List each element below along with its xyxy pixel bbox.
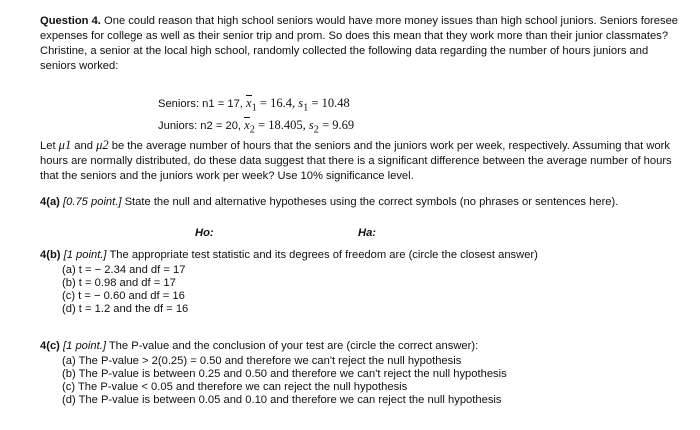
seniors-label: Seniors: n1 = bbox=[158, 98, 225, 110]
option-item[interactable]: (d) t = 1.2 and the df = 16 bbox=[62, 303, 189, 315]
juniors-n: 20, bbox=[225, 120, 242, 132]
s-symbol: s bbox=[298, 96, 304, 110]
part-c-label: 4(c) bbox=[40, 340, 60, 352]
question-intro bbox=[40, 14, 680, 74]
hypotheses-row bbox=[40, 226, 680, 242]
part-a bbox=[40, 195, 680, 210]
juniors-sd-value: = 9.69 bbox=[318, 118, 355, 132]
part-c bbox=[40, 339, 680, 354]
part-c-text: The P-value and the conclusion of your test are (circle the correct answer): bbox=[105, 340, 479, 352]
question-intro-text: One could reason that high school seniors would have more money issues than high school juniors. Seniors foresee expenses for college as well as their senior trip and prom. So does this mean that they work more than their junior classmates? Christine, a senior at the local high school, randomly collected the following data regarding the number of hours juniors and seniors worked: bbox=[40, 15, 679, 72]
part-b bbox=[40, 248, 680, 263]
part-b-label: 4(b) bbox=[40, 249, 61, 261]
seniors-mean-value: = 16.4, bbox=[256, 96, 299, 110]
juniors-stats bbox=[158, 114, 680, 136]
s-symbol: s bbox=[308, 118, 314, 132]
option-item[interactable]: (b) t = 0.98 and df = 17 bbox=[62, 277, 176, 289]
null-hypothesis-label: Ho: bbox=[195, 227, 214, 239]
xbar-symbol: x bbox=[244, 118, 250, 132]
problem-setup bbox=[40, 138, 680, 183]
part-a-label: 4(a) bbox=[40, 196, 60, 208]
seniors-n: 17, bbox=[227, 98, 243, 110]
option-item[interactable]: (a) The P-value > 2(0.25) = 0.50 and therefore we can't reject the null hypothesis bbox=[62, 355, 462, 367]
seniors-sd-value: = 10.48 bbox=[308, 96, 350, 110]
setup-text-1: Let bbox=[40, 140, 59, 152]
mean-subscript: 1 bbox=[251, 102, 257, 114]
s-subscript: 2 bbox=[313, 124, 319, 136]
xbar-symbol: x bbox=[246, 96, 252, 110]
mean-subscript: 2 bbox=[249, 124, 255, 136]
juniors-mean bbox=[244, 118, 355, 136]
part-b-points: [1 point.] bbox=[60, 249, 107, 261]
alternative-hypothesis-label: Ha: bbox=[358, 227, 377, 239]
part-b-text: The appropriate test statistic and its degrees of freedom are (circle the closest answer) bbox=[106, 249, 538, 261]
juniors-label: Juniors: n2 = bbox=[158, 120, 223, 132]
mu1-symbol: μ1 bbox=[58, 138, 72, 152]
mu2-symbol: μ2 bbox=[96, 138, 109, 152]
question-label: Question 4. bbox=[40, 15, 101, 27]
option-item[interactable]: (c) The P-value < 0.05 and therefore we can reject the null hypothesis bbox=[62, 381, 408, 393]
option-item[interactable]: (b) The P-value is between 0.25 and 0.50 and therefore we can't reject the null hypothesis bbox=[62, 368, 507, 380]
option-item[interactable]: (d) The P-value is between 0.05 and 0.10 and therefore we can reject the null hypothesis bbox=[62, 394, 502, 406]
s-subscript: 1 bbox=[303, 102, 309, 114]
part-c-points: [1 point.] bbox=[59, 340, 106, 352]
part-c-options bbox=[62, 355, 680, 407]
setup-text-3: be the average number of hours that the seniors and the juniors work per week, respectively. Assuming that work hours are normally distributed, do these data suggest that there is a significant difference between the average number of hours that the seniors and the juniors work per week? Use 10% significance level. bbox=[40, 140, 672, 182]
option-item[interactable]: (a) t = − 2.34 and df = 17 bbox=[62, 264, 186, 276]
setup-text-2: and bbox=[71, 140, 97, 152]
part-a-text: State the null and alternative hypotheses using the correct symbols (no phrases or sentences here). bbox=[121, 196, 619, 208]
seniors-stats bbox=[158, 92, 680, 114]
part-b-options bbox=[62, 264, 680, 316]
part-a-points: [0.75 point.] bbox=[59, 196, 122, 208]
seniors-mean bbox=[246, 96, 350, 114]
juniors-mean-value: = 18.405, bbox=[254, 118, 309, 132]
question-page bbox=[40, 14, 680, 407]
sample-statistics bbox=[158, 92, 680, 136]
option-item[interactable]: (c) t = − 0.60 and df = 16 bbox=[62, 290, 185, 302]
